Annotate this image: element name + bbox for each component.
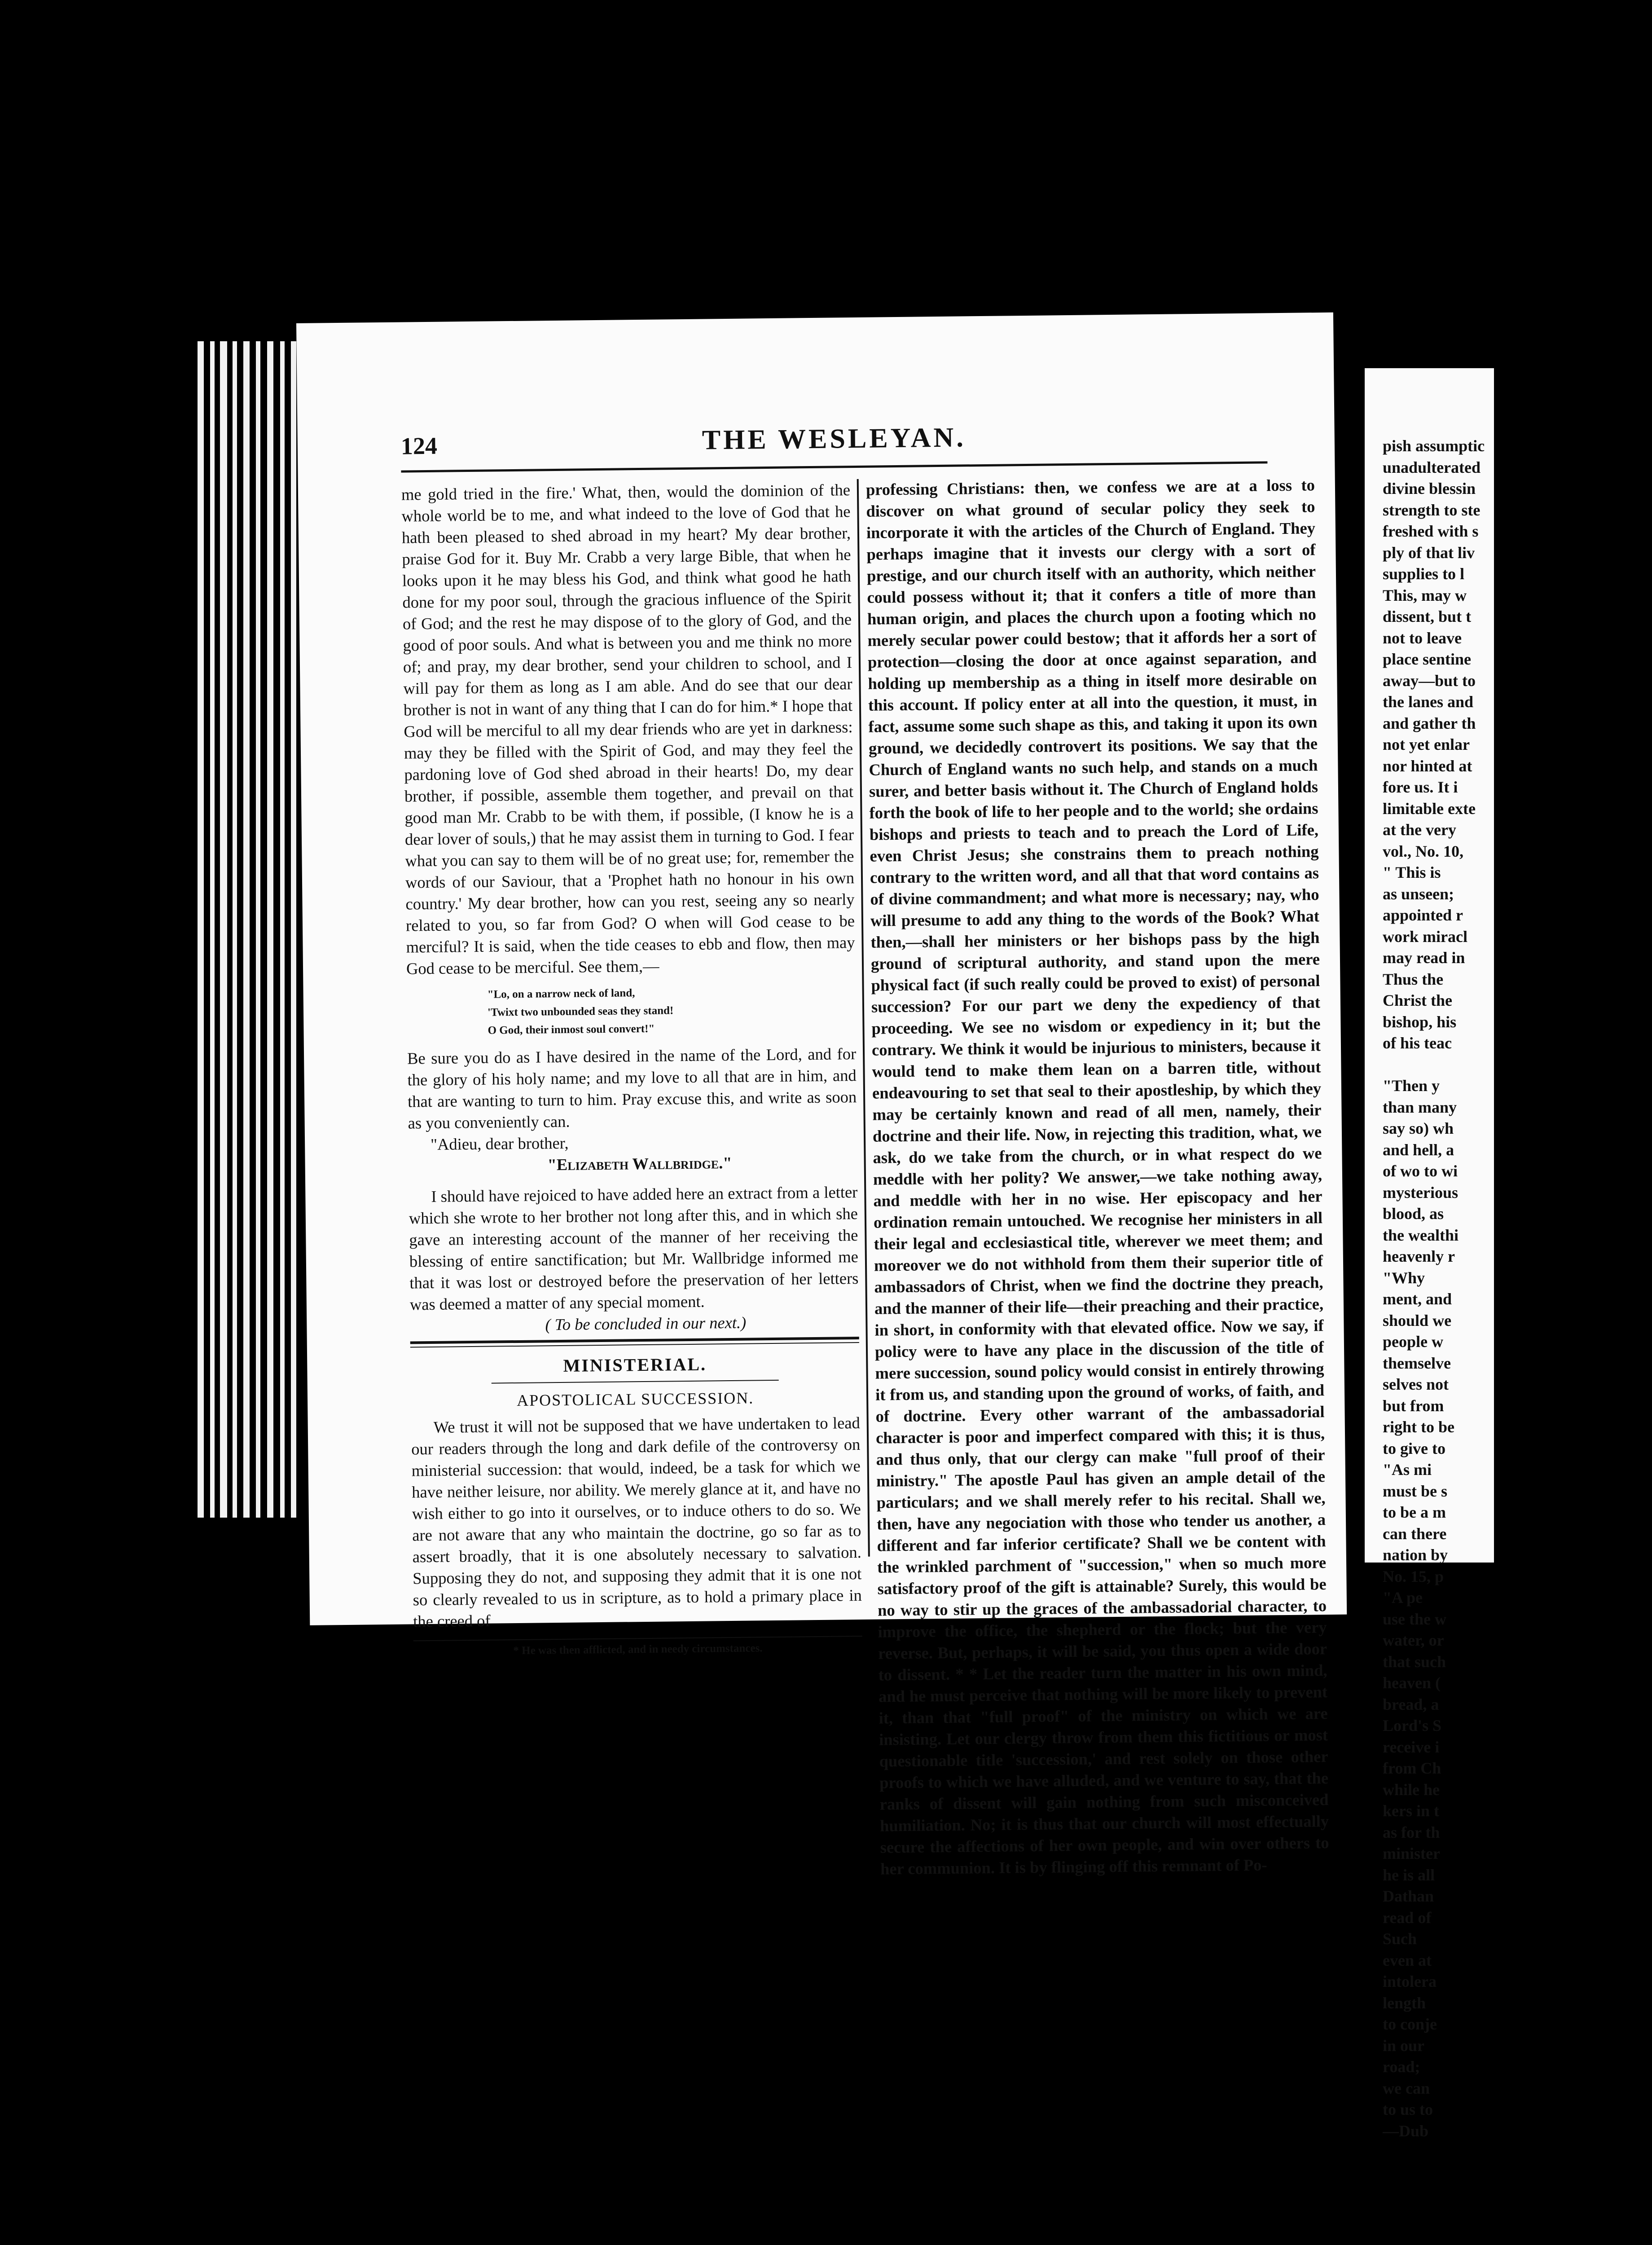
facing-page-line: Thus the <box>1383 970 1444 988</box>
heading-rule <box>492 1380 779 1384</box>
right-column <box>866 474 1329 1878</box>
letter-paragraph: Be sure you do as I have desired in the name of the Lord, and for the glory of his holy name; and my love to all that are in him, and that are wanting to turn to him. Pray excuse this, and write as soon as you conveniently can. <box>407 1044 857 1132</box>
facing-page-line: should we <box>1383 1311 1452 1329</box>
facing-page-line: length <box>1383 1994 1426 2012</box>
facing-page-line: vol., No. 10, <box>1383 842 1463 860</box>
facing-page-line: intolera <box>1383 1972 1437 1990</box>
running-title: THE WESLEYAN. <box>702 422 967 456</box>
facing-page-line: "Then y <box>1383 1077 1440 1095</box>
facing-page-line: bread, a <box>1383 1695 1439 1713</box>
facing-page-line: receive i <box>1383 1738 1440 1756</box>
facing-page-line: limitable exte <box>1383 799 1476 818</box>
facing-page-line: he is all <box>1383 1866 1435 1884</box>
facing-page <box>1365 368 1494 2140</box>
facing-page-line: divine blessin <box>1383 480 1476 497</box>
facing-page-line: This, may w <box>1383 586 1467 604</box>
letter-signature: "Elizabeth Wallbridge." <box>547 1153 732 1174</box>
book-page-edges <box>189 341 305 1518</box>
facing-page-line: to us to <box>1383 2100 1433 2118</box>
facing-page-line: can there <box>1383 1524 1447 1543</box>
facing-page-line: "Why <box>1383 1268 1425 1287</box>
facing-page-line: kers in t <box>1383 1802 1439 1820</box>
facing-page-line: even at <box>1383 1951 1432 1969</box>
facing-page-line: strength to ste <box>1383 501 1481 519</box>
left-column <box>401 479 862 1657</box>
book-page <box>296 313 1347 1878</box>
facing-page-line: than many <box>1383 1098 1457 1116</box>
facing-page-line: use the w <box>1383 1610 1446 1628</box>
facing-page-line: as for th <box>1383 1823 1440 1841</box>
page-header <box>400 414 1267 472</box>
facing-page-line: right to be <box>1383 1418 1454 1436</box>
section-heading: MINISTERIAL. <box>563 1354 707 1376</box>
footnote: * He was then afflicted, and in needy circumstances. <box>513 1642 763 1657</box>
facing-page-line: of wo to wi <box>1383 1162 1458 1180</box>
facing-page-line: dissent, but t <box>1383 607 1472 625</box>
facing-page-line: say so) wh <box>1383 1119 1454 1137</box>
facing-page-line: Such <box>1383 1930 1417 1948</box>
facing-page-line: "As mi <box>1383 1461 1432 1479</box>
letter-signoff: "Adieu, dear brother, <box>430 1133 569 1153</box>
verse-line: 'Twixt two unbounded seas they stand! <box>487 1004 674 1019</box>
facing-page-line: "A pe <box>1383 1589 1423 1607</box>
article-heading: APOSTOLICAL SUCCESSION. <box>516 1389 754 1409</box>
facing-page-line: nor hinted at <box>1383 757 1472 775</box>
facing-page-line: pish assumptic <box>1383 437 1485 455</box>
facing-page-line: Lord's S <box>1383 1717 1442 1734</box>
facing-page-line: ply of that liv <box>1383 543 1475 562</box>
facing-page-line: to be a m <box>1383 1503 1446 1521</box>
facing-page-line: away—but to <box>1383 671 1476 690</box>
facing-page-line: Dathan <box>1383 1887 1434 1905</box>
verse-quote <box>487 982 856 1040</box>
facing-page-line: mysterious <box>1383 1183 1458 1202</box>
facing-page-line: unadulterated <box>1383 458 1481 476</box>
facing-page-line: read of <box>1383 1908 1432 1927</box>
facing-page-line: Christ the <box>1383 991 1452 1009</box>
facing-page-line <box>1383 1054 1652 1076</box>
article-continuation: professing Christians: then, we confess we are at a loss to discover on what ground of secular policy they seek to incorporate it with the articles of the Church of England. They perhaps imagine that it invests our clergy with a sort of prestige, and our church itself with an authority, which neither could possess without it; that it confers a title of more than human origin, and places the church upon a footing which no merely secular power could bestow; that it affords her a sort of protection—closing the door at once against separation, and holding up membership as a thing in itself more desirable on this account. If policy enter at all into the question, it must, in fact, assume some such shape as this, and taking it upon its own ground, we decidedly controvert its positions. We say that the Church of England wants no such help, and stands on a much surer, and better basis without it. The Church of England holds forth the book of life to her people and to the world; she ordains bishops and priests to teach and to preach the Lord of Life, even Christ Jesus; she constrains them to preach nothing contrary to the written word, and all that that word contains as of divine commandment; and what more is necessary; nay, who will presume to add any thing to the words of the Book? What then,—shall her ministers or her bishops pass by the high ground of scriptural authority, and stand upon the mere physical fact (if such really could be proved to exist) of personal succession? For our part we deny the expediency of that proceeding. We see no wisdom or expediency in it; but the contrary. We think it would be injurious to ministers, because it would tend to make them lean on a barren title, without endeavouring to set that seal to their apostleship, by which they may be certainly known and read of all men, namely, their doctrine and their life. Now, in rejecting this tradition, what, we ask, do we take from the church, or in what respect do we meddle with her polity? We answer,—we take nothing away, and meddle with her in no wise. Her episcopacy and her ordination remain untouched. We recognise her ministers in all their legal and ecclesiastical title, wherever we meet them; and moreover we do not withhold from them their superior title of ambassadors of Christ, when we find the doctrine they preach, and the manner of their life—their preaching and their practice, in short, in conformity with that elevated office. Now we say, if policy were to have any place in the discussion of the title of mere succession, sound policy would consist in entirely throwing it from us, and standing upon the ground of works, of faith, and of doctrine. Every other warrant of the ambassadorial character is poor and imperfect compared with this; it is thus, and thus only, that our clergy can make "full proof of their ministry." The apostle Paul has given an ample detail of the particulars; and we shall merely refer to his recital. Shall we, then, have any negociation with those who tender us another, a different and far inferior certificate? Shall we be content with the wrinkled parchment of "succession," when so much more satisfactory proof of the gift is attainable? Surely, this would be no way to stir up the graces of the ambassadorial character, to improve the office, the shepherd or the flock; but the very reverse. But, perhaps, it will be said, you thus open a wide door to dissent. * * Let the reader turn the matter in his own mind, and he must perceive that nothing will be more likely to prevent it, than that "full proof" of the ministry on which we are insisting. Let our clergy throw from them this fictitious or most questionable title 'succession,' and rest solely on those other proofs to which we have alluded, and we venture to say, that the ranks of dissent will gain nothing from such misconceived humiliation. No; it is thus that our church will most effectually secure the affections of her own people, and win over others to her communion. It is by flinging off this remnant of Po- <box>866 475 1329 1878</box>
facing-page-line: road; <box>1383 2058 1420 2076</box>
facing-page-line: bishop, his <box>1383 1012 1457 1031</box>
facing-page-line: appointed r <box>1383 906 1463 924</box>
verse-line: O God, their inmost soul convert!" <box>488 1022 655 1037</box>
section-rule <box>410 1337 859 1347</box>
closing-paragraph: I should have rejoiced to have added here an extract from a letter which she wrote to her brother not long after this, and in which she gave an interesting account of the manner of her receiving the blessing of entire sanctification; but Mr. Wallbridge informed me that it was lost or destroyed before the preservation of her letters was deemed a matter of any special moment. <box>409 1183 859 1314</box>
facing-page-line: and gather th <box>1383 714 1476 732</box>
verse-line: "Lo, on a narrow neck of land, <box>487 987 635 1001</box>
facing-page-line: to conje <box>1383 2015 1437 2033</box>
facing-page-line: we can <box>1383 2079 1430 2097</box>
facing-page-line: selves not <box>1383 1375 1449 1393</box>
facing-page-line: heavenly r <box>1383 1247 1455 1265</box>
facing-page-line: the lanes and <box>1383 693 1474 711</box>
facing-page-line: themselve <box>1383 1354 1451 1372</box>
facing-page-line: —Dub <box>1383 2122 1429 2140</box>
facing-page-line: not to leave <box>1383 629 1462 647</box>
facing-page-line: but from <box>1383 1396 1444 1415</box>
facing-page-line: blood, as <box>1383 1205 1444 1223</box>
facing-page-line: water, or <box>1383 1631 1444 1649</box>
facing-page-line: freshed with s <box>1383 522 1479 540</box>
letter-paragraph: me gold tried in the fire.' What, then, would the dominion of the whole world be to me, and what indeed to the love of God that he hath been pleased to shed abroad in my heart? My dear brother, praise God for it. Buy Mr. Crabb a very large Bible, that when he looks upon it he may bless his God, and think what good he hath done for my poor soul, through the gracious influence of the Spirit of God; and the rest he may dispose of to the glory of God, and the good of poor souls. And what is between you and me think no more of; and pray, my dear brother, send your children to school, and I will pay for them as long as I am able. And do see that our dear brother is not in want of any thing that I can do for him.* I hope that God will be merciful to all my dear friends who are yet in darkness: may they be filled with the Spirit of God, and may they feel the pardoning love of God shed abroad in their hearts! Do, my dear brother, if possible, assemble them together, and prevail on that good man Mr. Crabb to be with them, if possible, (I know he is a dear lover of souls,) that he may assist them in turning to God. I fear what you can say to them will be of no great use; for, remember the words of our Saviour, that a 'Prophet hath no honour in his own country.' My dear brother, how can you rest, seeing any so nearly related to you, so far from God? O when will God cease to be merciful? It is said, when the tide ceases to ebb and flow, then may God cease to be merciful. See them,— <box>401 480 855 978</box>
facing-page-line: ment, and <box>1383 1290 1452 1308</box>
facing-page-column <box>1383 436 1652 2142</box>
facing-page-line: of his teac <box>1383 1034 1452 1052</box>
facing-page-line: fore us. It i <box>1383 778 1458 796</box>
facing-page-line: and hell, a <box>1383 1140 1454 1159</box>
facing-page-line: people w <box>1383 1333 1443 1351</box>
facing-page-line: " This is <box>1383 863 1441 881</box>
facing-page-line: to give to <box>1383 1439 1446 1457</box>
facing-page-line: at the very <box>1383 821 1456 839</box>
facing-page-line: in our <box>1383 2036 1425 2055</box>
facing-page-line: place sentine <box>1383 650 1471 668</box>
header-rule <box>401 461 1267 472</box>
facing-page-line: nation by <box>1383 1546 1448 1564</box>
facing-page-line: heaven ( <box>1383 1674 1441 1692</box>
facing-page-line: from Ch <box>1383 1759 1441 1777</box>
facing-page-line: as unseen; <box>1383 885 1454 903</box>
facing-page-line: may read in <box>1383 949 1465 967</box>
facing-page-line: supplies to l <box>1383 565 1465 583</box>
article-paragraph: We trust it will not be supposed that we have undertaken to lead our readers through the long and dark defile of the controversy on ministerial succession: that would, indeed, be a task for which we have neither leisure, nor ability. We merely glance at it, and have no wish either to go into it ourselves, or to induce others to do so. We are not aware that any who maintain the doctrine, go so far as to assert broadly, that it is one absolutely necessary to salvation. Supposing they do not, and supposing they admit that it is one not so clearly revealed to us in scripture, as to hold a primary place in the creed of <box>411 1413 862 1631</box>
continued-notice: ( To be concluded in our next.) <box>545 1313 747 1334</box>
page-number: 124 <box>400 432 438 460</box>
facing-page-line: work miracl <box>1383 927 1467 946</box>
facing-page-line: the wealthi <box>1383 1226 1459 1244</box>
facing-page-line: No. 15, p <box>1383 1567 1444 1585</box>
facing-page-line: must be s <box>1383 1482 1448 1500</box>
facing-page-line: not yet enlar <box>1383 735 1470 753</box>
facing-page-line: minister <box>1383 1844 1440 1862</box>
facing-page-line: that such <box>1383 1652 1446 1671</box>
facing-page-line: while he <box>1383 1780 1440 1799</box>
